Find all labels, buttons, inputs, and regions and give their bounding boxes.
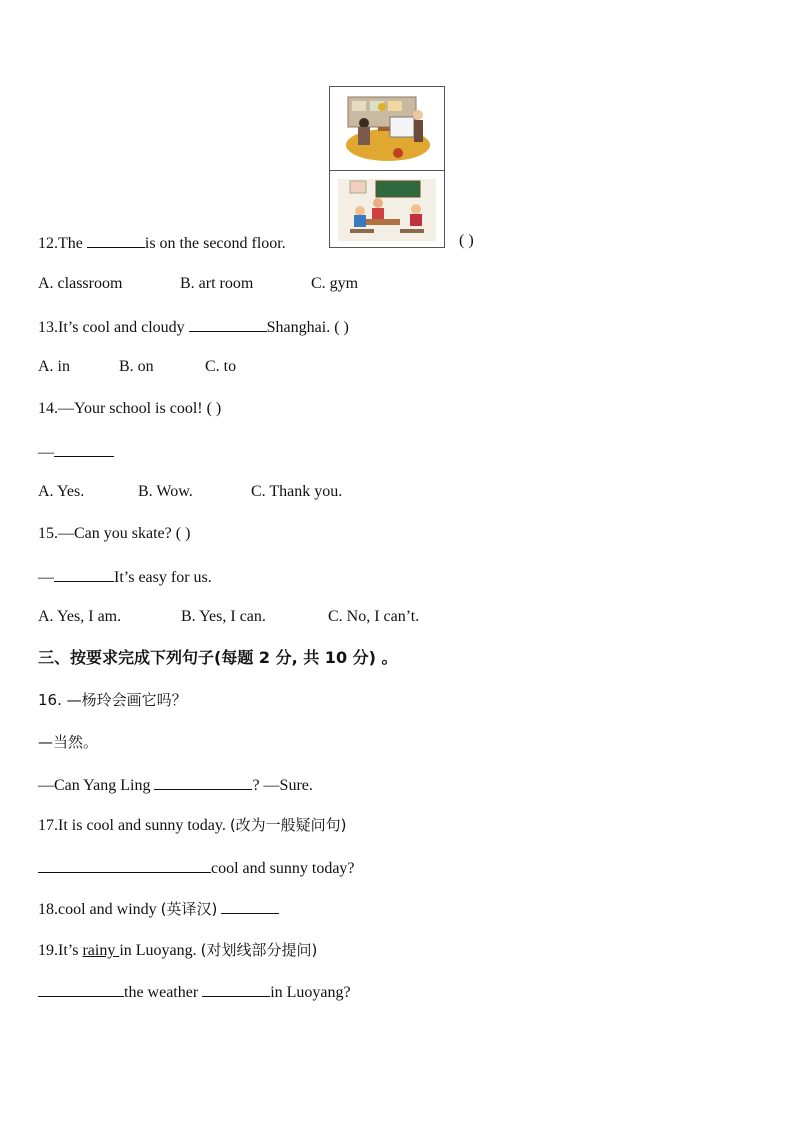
q12-option-a: A. classroom: [38, 275, 123, 292]
q18-instruction: (英译汉): [160, 900, 218, 918]
q13-suffix: Shanghai. ( ): [266, 319, 349, 336]
section-3-heading: 三、按要求完成下列句子(每题 2 分, 共 10 分) 。: [38, 648, 398, 667]
q19-underlined-word: rainy: [82, 942, 120, 959]
q19-middle: in Luoyang.: [119, 942, 201, 959]
classroom-illustration: [330, 171, 444, 247]
q16-prefix: —Can Yang Ling: [38, 777, 155, 794]
q17-instruction: (改为一般疑问句): [229, 816, 347, 834]
q17-answer: [38, 857, 355, 879]
q12-option-c: C. gym: [311, 275, 359, 292]
q19-line2-suffix: in Luoyang?: [270, 984, 351, 1001]
question-18: [38, 898, 279, 920]
q13-option-c: C. to: [205, 358, 237, 375]
q17-suffix: cool and sunny today?: [211, 860, 355, 877]
q12-option-b: B. art room: [180, 275, 254, 292]
q14-option-c: C. Thank you.: [251, 483, 343, 500]
q12-blank[interactable]: [87, 232, 145, 248]
q19-answer: [38, 981, 351, 1003]
q13-blank[interactable]: [189, 316, 267, 332]
q15-option-c: C. No, I can’t.: [328, 608, 420, 625]
q19-prefix: 19.It’s: [38, 942, 83, 959]
q15-option-a: A. Yes, I am.: [38, 608, 122, 625]
classroom-picture: [329, 170, 445, 248]
q17-blank[interactable]: [38, 857, 211, 873]
q15-option-b: B. Yes, I can.: [181, 608, 266, 625]
q13-options: [38, 357, 236, 377]
question-15: 15.—Can you skate? ( ): [38, 525, 191, 542]
q19-blank-1[interactable]: [38, 981, 124, 997]
q18-phrase: 18.cool and windy: [38, 901, 161, 918]
q16-suffix: ? —Sure.: [252, 777, 313, 794]
q14-blank[interactable]: [54, 441, 114, 457]
question-17: [38, 815, 347, 836]
q13-prefix: 13.It’s cool and cloudy: [38, 319, 189, 336]
q14-options: [38, 482, 342, 502]
q19-line2-middle: the weather: [124, 984, 203, 1001]
q16-blank[interactable]: [154, 774, 252, 790]
q12-answer-paren[interactable]: ( ): [459, 232, 474, 249]
q15-dash: —: [38, 569, 54, 586]
q12-suffix: is on the second floor.: [144, 235, 286, 252]
question-12: [38, 232, 286, 254]
question-13: [38, 316, 349, 338]
q12-prefix: 12.The: [38, 235, 87, 252]
q14-dash: —: [38, 444, 54, 461]
art-room-picture: [329, 86, 445, 172]
q16-answer-chinese: —当然。: [38, 733, 99, 751]
q15-response: [38, 566, 212, 588]
q17-sentence: 17.It is cool and sunny today.: [38, 817, 230, 834]
q15-options: [38, 607, 419, 627]
q19-instruction: (对划线部分提问): [200, 941, 318, 959]
q13-option-a: A. in: [38, 358, 70, 375]
q14-option-b: B. Wow.: [138, 483, 193, 500]
q13-option-b: B. on: [119, 358, 154, 375]
q19-blank-2[interactable]: [202, 981, 270, 997]
q14-response: [38, 441, 114, 463]
question-19: [38, 940, 317, 961]
q16-english: [38, 774, 313, 796]
question-14: 14.—Your school is cool! ( ): [38, 400, 222, 417]
q15-blank[interactable]: [54, 566, 114, 582]
q14-option-a: A. Yes.: [38, 483, 85, 500]
q15-suffix: It’s easy for us.: [114, 569, 212, 586]
question-16-chinese: 16. —杨玲会画它吗？: [38, 691, 187, 709]
q18-blank[interactable]: [221, 898, 279, 914]
q12-options: [38, 274, 358, 294]
art-room-illustration: [330, 87, 444, 171]
